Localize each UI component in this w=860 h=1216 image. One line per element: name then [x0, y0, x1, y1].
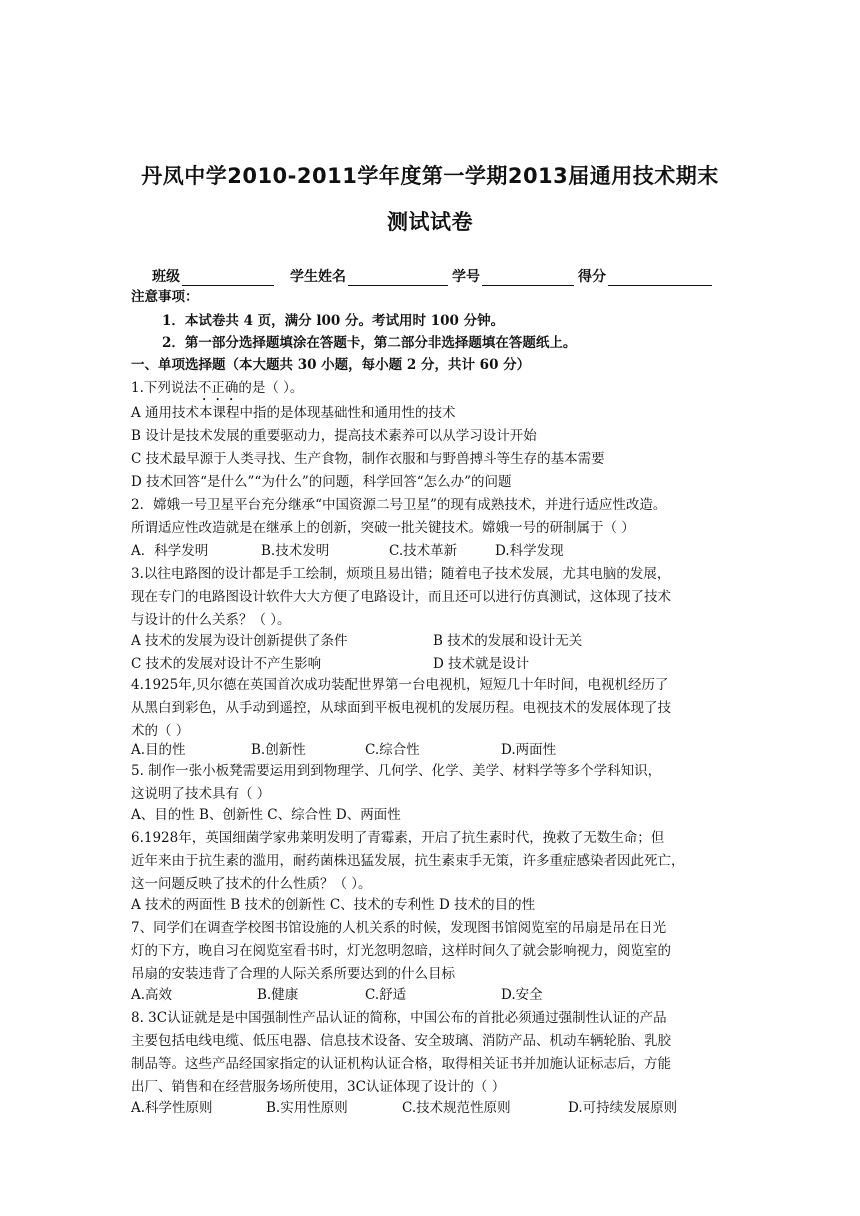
q5-options: A、目的性 B、创新性 C、综合性 D、两面性	[131, 807, 401, 823]
q7-option-a: A.高效	[131, 987, 173, 1003]
student-info-row	[152, 266, 716, 286]
q3-stem-line3: 与设计的什么关系？（ ）。	[131, 612, 291, 628]
q7-stem-line2: 灯的下方，晚自习在阅览室看书时，灯光忽明忽暗，这样时间久了就会影响视力，阅览室的	[131, 943, 671, 959]
section-heading: 一、单项选择题（本大题共 30 小题，每小题 2 分，共计 60 分）	[131, 357, 531, 373]
q3-stem-line1: 3.以往电路图的设计都是手工绘制，烦琐且易出错；随着电子技术发展，尤其电脑的发展，	[131, 566, 671, 582]
q7-option-b: B.健康	[257, 987, 299, 1003]
q2-option-d: D.科学发现	[495, 543, 564, 559]
class-blank[interactable]	[182, 269, 274, 286]
exam-title-line1: 丹凤中学2010-2011学年度第一学期2013届通用技术期末	[141, 164, 719, 188]
name-blank[interactable]	[348, 269, 448, 286]
q8-option-d: D.可持续发展原则	[568, 1100, 678, 1116]
q8-options	[131, 1097, 741, 1119]
exam-title-line2: 测试试卷	[387, 210, 473, 234]
student-id-blank[interactable]	[482, 269, 574, 286]
q4-stem-line3: 术的（ ）	[131, 723, 190, 739]
q1-stem-c: 的是（ ）。	[238, 380, 304, 396]
score-label: 得分	[578, 269, 606, 285]
class-label: 班级	[152, 269, 180, 285]
q5-stem-line1: 5. 制作一张小板凳需要运用到到物理学、几何学、化学、美学、材料学等多个学科知识，	[131, 763, 662, 779]
q6-stem-line2: 近年来由于抗生素的滥用，耐药菌株迅猛发展，抗生素束手无策，许多重症感染者因此死亡，	[131, 853, 685, 869]
q8-stem-line2: 主要包括电线电缆、低压电器、信息技术设备、安全玻璃、消防产品、机动车辆轮胎、乳胶	[131, 1033, 671, 1049]
q5-stem-line2: 这说明了技术具有（ ）	[131, 786, 271, 802]
notes-item-2: 2．第一部分选择题填涂在答题卡，第二部分非选择题填在答题纸上。	[162, 335, 577, 351]
q3-stem-line2: 现在专门的电路图设计软件大大方便了电路设计，而且还可以进行仿真测试，这体现了技术	[131, 589, 671, 605]
q8-stem-line4: 出厂、销售和在经营服务场所使用，3C认证体现了设计的（ ）	[131, 1079, 506, 1095]
q1-stem	[131, 377, 741, 404]
q6-stem-line1: 6.1928年，英国细菌学家弗莱明发明了青霉素，开启了抗生素时代，挽救了无数生命；但	[131, 830, 665, 846]
q1-option-c: C 技术最早源于人类寻找、生产食物，制作衣服和与野兽搏斗等生存的基本需要	[131, 451, 605, 467]
q3-option-c: C 技术的发展对设计不产生影响	[131, 656, 322, 672]
q7-options	[131, 984, 741, 1006]
q2-options	[131, 540, 741, 562]
q3-option-b: B 技术的发展和设计无关	[433, 633, 583, 649]
name-label: 学生姓名	[290, 269, 346, 285]
q4-option-b: B.创新性	[251, 742, 306, 758]
student-id-label: 学号	[452, 269, 480, 285]
q7-option-c: C.舒适	[365, 987, 407, 1003]
q2-stem-line2: 所谓适应性改造就是在继承上的创新，突破一批关键技术。嫦娥一号的研制属于（ ）	[131, 520, 635, 536]
q8-stem-line1: 8. 3C认证就是是中国强制性产品认证的简称，中国公布的首批必须通过强制性认证的产品	[131, 1010, 667, 1026]
notes-item-1: 1．本试卷共 4 页，满分 l00 分。考试用时 100 分钟。	[162, 313, 505, 329]
notes-heading: 注意事项：	[131, 289, 199, 305]
q3-options-row2	[131, 653, 741, 675]
q3-option-a: A 技术的发展为设计创新提供了条件	[131, 633, 348, 649]
score-blank[interactable]	[608, 269, 712, 286]
q8-option-a: A.科学性原则	[131, 1100, 213, 1116]
q1-stem-a: 1.下列说法	[131, 380, 198, 396]
q2-option-c: C.技术革新	[389, 543, 458, 559]
q2-option-b: B.技术发明	[261, 543, 330, 559]
q4-stem-line2: 从黑白到彩色，从手动到遥控，从球面到平板电视机的发展历程。电视技术的发展体现了技	[131, 700, 671, 716]
q1-option-a: A 通用技术本课程中指的是体现基础性和通用性的技术	[131, 405, 456, 421]
q4-stem-line1: 4.1925年,贝尔德在英国首次成功装配世界第一台电视机，短短几十年时间，电视机经历了	[131, 677, 669, 693]
q6-stem-line3: 这一问题反映了技术的什么性质？（ ）。	[131, 876, 372, 892]
q7-option-d: D.安全	[501, 987, 543, 1003]
q8-stem-line3: 制品等。这些产品经国家指定的认证机构认证合格，取得相关证书并加施认证标志后，方能	[131, 1056, 671, 1072]
q7-stem-line3: 吊扇的安装违背了合理的人际关系所要达到的什么目标	[131, 966, 455, 982]
q4-option-a: A.目的性	[131, 742, 186, 758]
q1-option-d: D 技术回答“是什么”“为什么”的问题，科学回答“怎么办”的问题	[131, 474, 512, 490]
q3-option-d: D 技术就是设计	[433, 656, 530, 672]
q1-option-b: B 设计是技术发展的重要驱动力，提高技术素养可以从学习设计开始	[131, 428, 537, 444]
q4-option-d: D.两面性	[501, 742, 557, 758]
q2-stem-line1: 2．嫦娥一号卫星平台充分继承“中国资源二号卫星”的现有成熟技术，并进行适应性改造。	[131, 497, 667, 513]
q7-stem-line1: 7、同学们在调查学校图书馆设施的人机关系的时候，发现图书馆阅览室的吊扇是吊在日光	[131, 920, 667, 936]
q2-option-a: A．科学发明	[131, 543, 209, 559]
q8-option-c: C.技术规范性原则	[402, 1100, 511, 1116]
q3-options-row1	[131, 630, 741, 652]
q4-options	[131, 739, 741, 761]
q4-option-c: C.综合性	[365, 742, 420, 758]
q8-option-b: B.实用性原则	[266, 1100, 348, 1116]
q1-stem-emphasis: 不正确	[197, 380, 239, 396]
q6-options: A 技术的两面性 B 技术的创新性 C、技术的专利性 D 技术的目的性	[131, 897, 536, 913]
